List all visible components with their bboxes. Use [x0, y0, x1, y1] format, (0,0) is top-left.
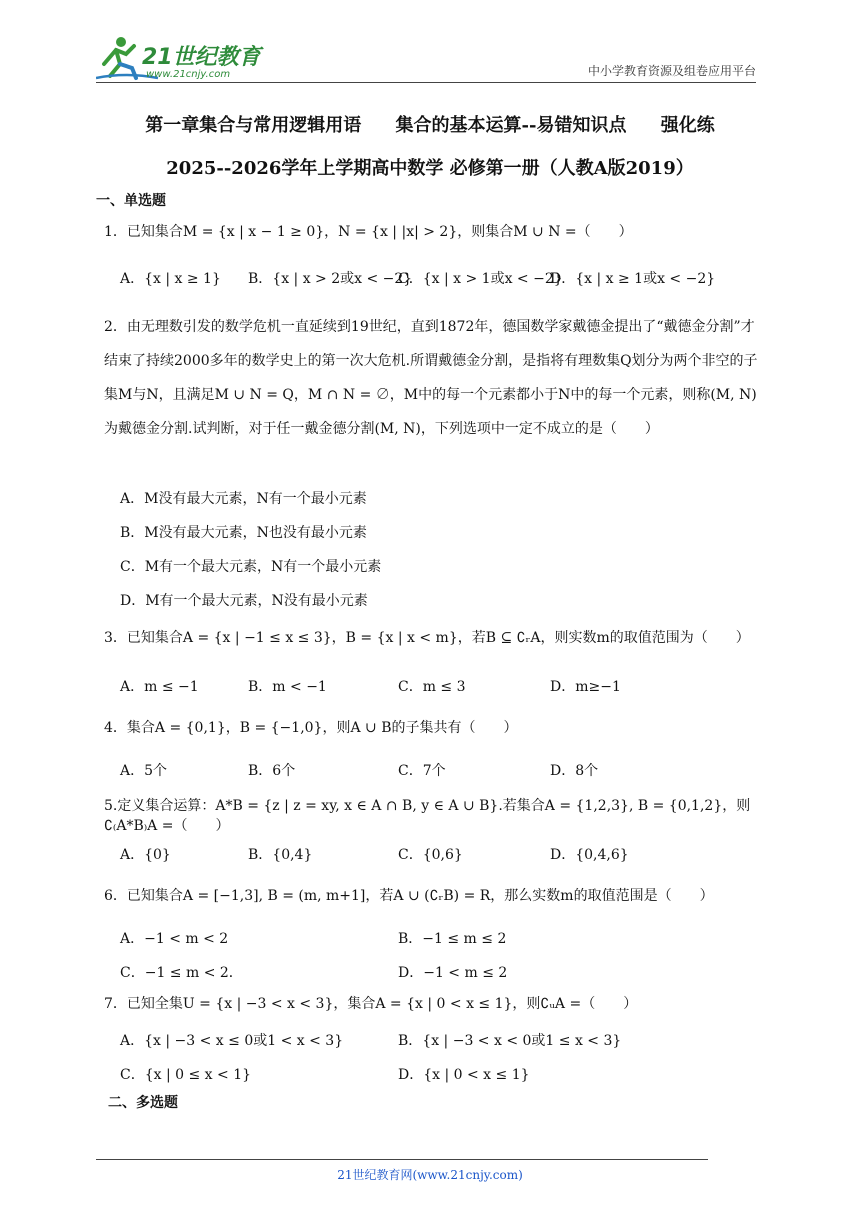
- q7-option-a: A．{x | −3 < x ≤ 0或1 < x < 3}: [120, 1033, 344, 1049]
- question-6: 6．已知集合A = [−1,3], B = (m, m+1]，若A ∪ (∁ᵣB) = R，那么实数m的取值范围是（ ）: [104, 888, 714, 904]
- q5-option-b: B．{0,4}: [248, 847, 313, 863]
- q5-option-d: D．{0,4,6}: [550, 847, 629, 863]
- q7-option-b: B．{x | −3 < x < 0或1 ≤ x < 3}: [398, 1033, 622, 1049]
- q2-option-d: D．M有一个最大元素，N没有最小元素: [120, 593, 368, 609]
- q7-option-d: D．{x | 0 < x ≤ 1}: [398, 1067, 530, 1083]
- q4-option-d: D．8个: [550, 763, 599, 779]
- logo-sub-text: www.21cnjy.com: [146, 69, 231, 80]
- title-chapter: 第一章集合与常用逻辑用语: [145, 115, 362, 136]
- q2-option-a: A．M没有最大元素，N有一个最小元素: [120, 491, 367, 507]
- q7-option-c: C．{x | 0 ≤ x < 1}: [120, 1067, 252, 1083]
- title-type: 强化练: [660, 115, 715, 136]
- q6-option-d: D．−1 < m ≤ 2: [398, 965, 508, 981]
- question-2: 2．由无理数引发的数学危机一直延续到19世纪，直到1872年，德国数学家戴德金提出了“戴德金分割”才结束了持续2000多年的数学史上的第一次大危机.所谓戴德金分割，是指将有理数集Q划分为两个非空的子集M与N，且满足M ∪ N = Q，M ∩ N = ∅，M中的每一个元素都小于N中的每一个元素，则称(M, N)为戴德金分割.试判断，对于任一戴金德分割(M, N)，下列选项中一定不成立的是（ ）: [104, 319, 758, 437]
- q3-option-a: A．m ≤ −1: [120, 679, 199, 695]
- q1-option-c: C．{x | x > 1或x < −2}: [398, 271, 563, 287]
- document-subtitle: 2025--2026学年上学期高中数学 必修第一册（人教A版2019）: [166, 158, 694, 179]
- section-single-choice: 一、单选题: [96, 193, 166, 209]
- question-1: 1．已知集合M = {x | x − 1 ≥ 0}，N = {x | |x| > 2}，则集合M ∪ N =（ ）: [104, 224, 633, 240]
- logo-main-text: 21世纪教育: [142, 45, 261, 70]
- q6-option-b: B．−1 ≤ m ≤ 2: [398, 931, 507, 947]
- q1-option-d: D．{x | x ≥ 1或x < −2}: [550, 271, 716, 287]
- q1-option-a: A．{x | x ≥ 1}: [120, 271, 221, 287]
- section-multiple-choice: 二、多选题: [108, 1095, 178, 1111]
- q4-option-c: C．7个: [398, 763, 446, 779]
- q3-option-d: D．m≥−1: [550, 679, 621, 695]
- q6-option-c: C．−1 ≤ m < 2．: [120, 965, 243, 981]
- title-topic: 集合的基本运算--易错知识点: [395, 115, 627, 136]
- q3-option-c: C．m ≤ 3: [398, 679, 466, 695]
- footer-link[interactable]: 21世纪教育网(www.21cnjy.com): [337, 1168, 523, 1182]
- question-5: 5.定义集合运算：A*B = {z | z = xy, x ∈ A ∩ B, y ∈ A ∪ B}.若集合A = {1,2,3}, B = {0,1,2}，则∁₍A*B₎A =（ ）: [104, 798, 751, 834]
- q6-option-a: A．−1 < m < 2: [120, 931, 229, 947]
- q2-option-c: C．M有一个最大元素，N有一个最小元素: [120, 559, 382, 575]
- q4-option-a: A．5个: [120, 763, 168, 779]
- footer-divider: [96, 1159, 708, 1160]
- site-logo: [96, 34, 266, 82]
- q1-option-b: B．{x | x > 2或x < −2}: [248, 271, 413, 287]
- platform-name: 中小学教育资源及组卷应用平台: [587, 64, 756, 78]
- q5-option-a: A．{0}: [120, 847, 171, 863]
- document-title: [0, 111, 860, 137]
- question-7: 7．已知全集U = {x | −3 < x < 3}，集合A = {x | 0 < x ≤ 1}，则∁ᵤA =（ ）: [104, 996, 638, 1012]
- q5-option-c: C．{0,6}: [398, 847, 463, 863]
- header-divider: [96, 82, 756, 83]
- q3-option-b: B．m < −1: [248, 679, 327, 695]
- question-3: 3．已知集合A = {x | −1 ≤ x ≤ 3}，B = {x | x < m}，若B ⊆ ∁ᵣA，则实数m的取值范围为（ ）: [104, 630, 750, 646]
- q2-option-b: B．M没有最大元素，N也没有最小元素: [120, 525, 367, 541]
- question-4: 4．集合A = {0,1}，B = {−1,0}，则A ∪ B的子集共有（ ）: [104, 720, 518, 736]
- q4-option-b: B．6个: [248, 763, 296, 779]
